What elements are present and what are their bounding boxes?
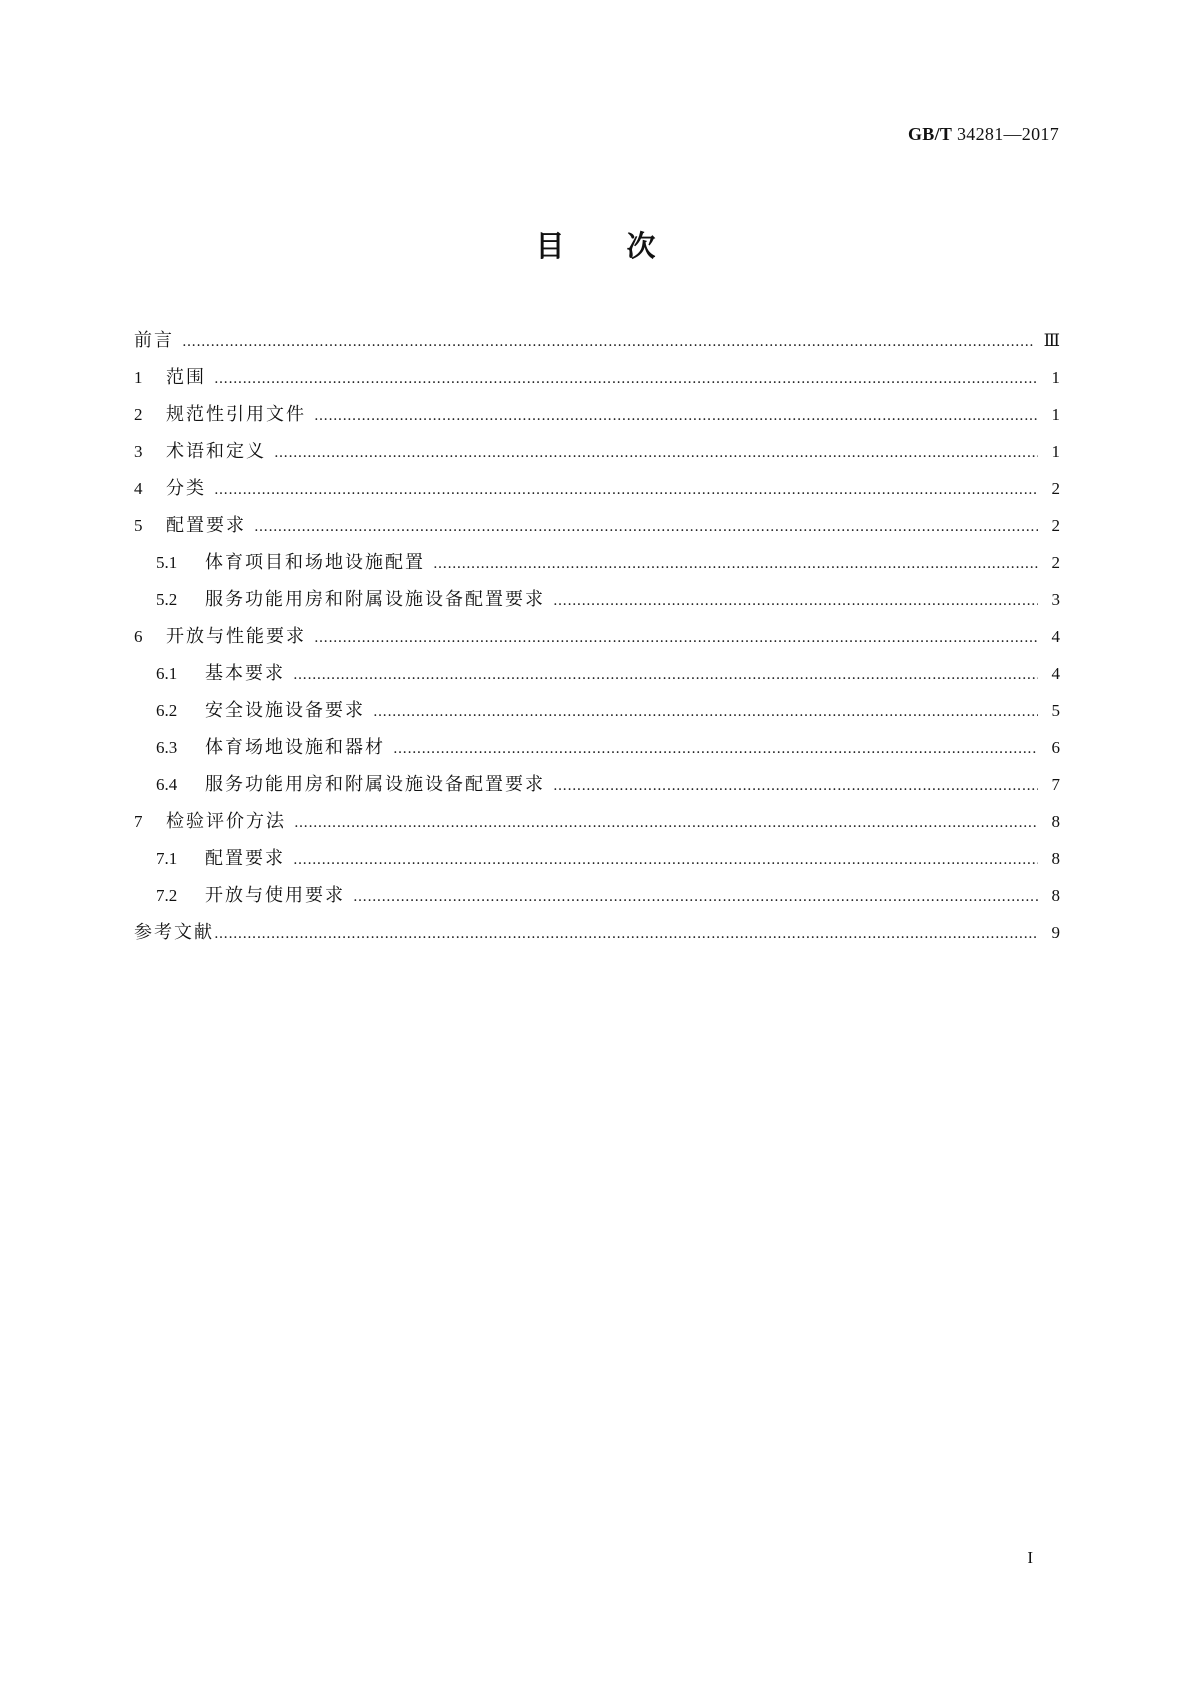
toc-entry-title: 开放与性能要求 <box>166 626 306 647</box>
toc-entry-number: 6.1 <box>156 664 178 683</box>
toc-entry-foreword[interactable] <box>134 326 1060 363</box>
toc-entry-5-2[interactable] <box>134 585 1060 622</box>
toc-entry-number: 7 <box>134 812 143 831</box>
toc-entry-number: 3 <box>134 442 143 461</box>
toc-entry-number: 6.3 <box>156 738 178 757</box>
toc-title: 目次 <box>535 229 718 263</box>
toc-entry-number: 7.1 <box>156 849 178 868</box>
toc-entry-6-3[interactable] <box>134 733 1060 770</box>
toc-dot-leader <box>353 889 1038 905</box>
toc-entry-3[interactable] <box>134 437 1060 474</box>
toc-entry-page: 2 <box>1051 516 1060 535</box>
toc-entry-number: 5.2 <box>156 590 178 609</box>
page-number: I <box>1027 1548 1033 1567</box>
table-of-contents <box>134 326 1060 955</box>
toc-entry-title: 范围 <box>166 367 206 388</box>
toc-entry-page: 6 <box>1051 738 1060 757</box>
toc-entry-number: 1 <box>134 368 143 387</box>
toc-dot-leader <box>553 778 1038 794</box>
toc-entry-page: 8 <box>1051 812 1060 831</box>
toc-entry-title: 检验评价方法 <box>166 811 286 832</box>
toc-entry-title: 前言 <box>134 330 174 351</box>
toc-dot-leader <box>214 926 1038 942</box>
toc-dot-leader <box>214 482 1038 498</box>
toc-entry-5[interactable] <box>134 511 1060 548</box>
toc-entry-1[interactable] <box>134 363 1060 400</box>
toc-dot-leader <box>314 408 1038 424</box>
toc-entry-6[interactable] <box>134 622 1060 659</box>
toc-entry-page: 1 <box>1051 442 1060 461</box>
toc-dot-leader <box>182 334 1034 350</box>
toc-entry-6-2[interactable] <box>134 696 1060 733</box>
toc-entry-number: 5.1 <box>156 553 178 572</box>
toc-entry-page: 2 <box>1051 553 1060 572</box>
toc-entry-page: 4 <box>1051 627 1060 646</box>
toc-dot-leader <box>274 445 1038 461</box>
toc-entry-page: 2 <box>1051 479 1060 498</box>
toc-entry-4[interactable] <box>134 474 1060 511</box>
toc-entry-7-1[interactable] <box>134 844 1060 881</box>
toc-entry-title: 服务功能用房和附属设施设备配置要求 <box>205 774 545 795</box>
toc-entry-number: 4 <box>134 479 143 498</box>
toc-entry-title: 开放与使用要求 <box>205 885 345 906</box>
toc-entry-number: 2 <box>134 405 143 424</box>
standard-prefix: GB/T <box>907 124 953 144</box>
toc-entry-page: 4 <box>1051 664 1060 683</box>
standard-number <box>908 124 1059 145</box>
toc-entry-number: 7.2 <box>156 886 178 905</box>
toc-entry-page: 1 <box>1051 368 1060 387</box>
toc-entry-title: 规范性引用文件 <box>166 404 306 425</box>
toc-entry-title: 配置要求 <box>166 515 246 536</box>
toc-entry-number: 6.2 <box>156 701 178 720</box>
toc-entry-title: 体育场地设施和器材 <box>205 737 385 758</box>
toc-entry-page: 9 <box>1051 923 1060 942</box>
toc-entry-5-1[interactable] <box>134 548 1060 585</box>
toc-dot-leader <box>294 815 1038 831</box>
toc-entry-title: 参考文献 <box>134 922 214 943</box>
toc-entry-6-4[interactable] <box>134 770 1060 807</box>
toc-entry-title: 基本要求 <box>205 663 285 684</box>
toc-dot-leader <box>254 519 1038 535</box>
toc-dot-leader <box>433 556 1038 572</box>
toc-entry-page: Ⅲ <box>1043 331 1060 350</box>
toc-entry-title: 术语和定义 <box>166 441 266 462</box>
toc-entry-7[interactable] <box>134 807 1060 844</box>
toc-dot-leader <box>393 741 1038 757</box>
toc-entry-number: 5 <box>134 516 143 535</box>
toc-entry-page: 8 <box>1051 849 1060 868</box>
toc-entry-title: 安全设施设备要求 <box>205 700 365 721</box>
toc-dot-leader <box>293 667 1038 683</box>
toc-entry-title: 体育项目和场地设施配置 <box>205 552 425 573</box>
toc-dot-leader <box>314 630 1038 646</box>
toc-dot-leader <box>293 852 1038 868</box>
toc-dot-leader <box>373 704 1038 720</box>
toc-entry-number: 6.4 <box>156 775 178 794</box>
toc-entry-title: 服务功能用房和附属设施设备配置要求 <box>205 589 545 610</box>
toc-entry-bibliography[interactable] <box>134 918 1060 955</box>
toc-entry-page: 8 <box>1051 886 1060 905</box>
toc-dot-leader <box>214 371 1038 387</box>
toc-entry-page: 7 <box>1051 775 1060 794</box>
toc-entry-page: 5 <box>1051 701 1060 720</box>
toc-entry-title: 配置要求 <box>205 848 285 869</box>
toc-entry-title: 分类 <box>166 478 206 499</box>
toc-entry-2[interactable] <box>134 400 1060 437</box>
toc-dot-leader <box>553 593 1038 609</box>
toc-entry-7-2[interactable] <box>134 881 1060 918</box>
toc-entry-6-1[interactable] <box>134 659 1060 696</box>
toc-entry-page: 1 <box>1051 405 1060 424</box>
toc-entry-number: 6 <box>134 627 143 646</box>
toc-entry-page: 3 <box>1051 590 1060 609</box>
standard-code: 34281—2017 <box>957 124 1059 144</box>
